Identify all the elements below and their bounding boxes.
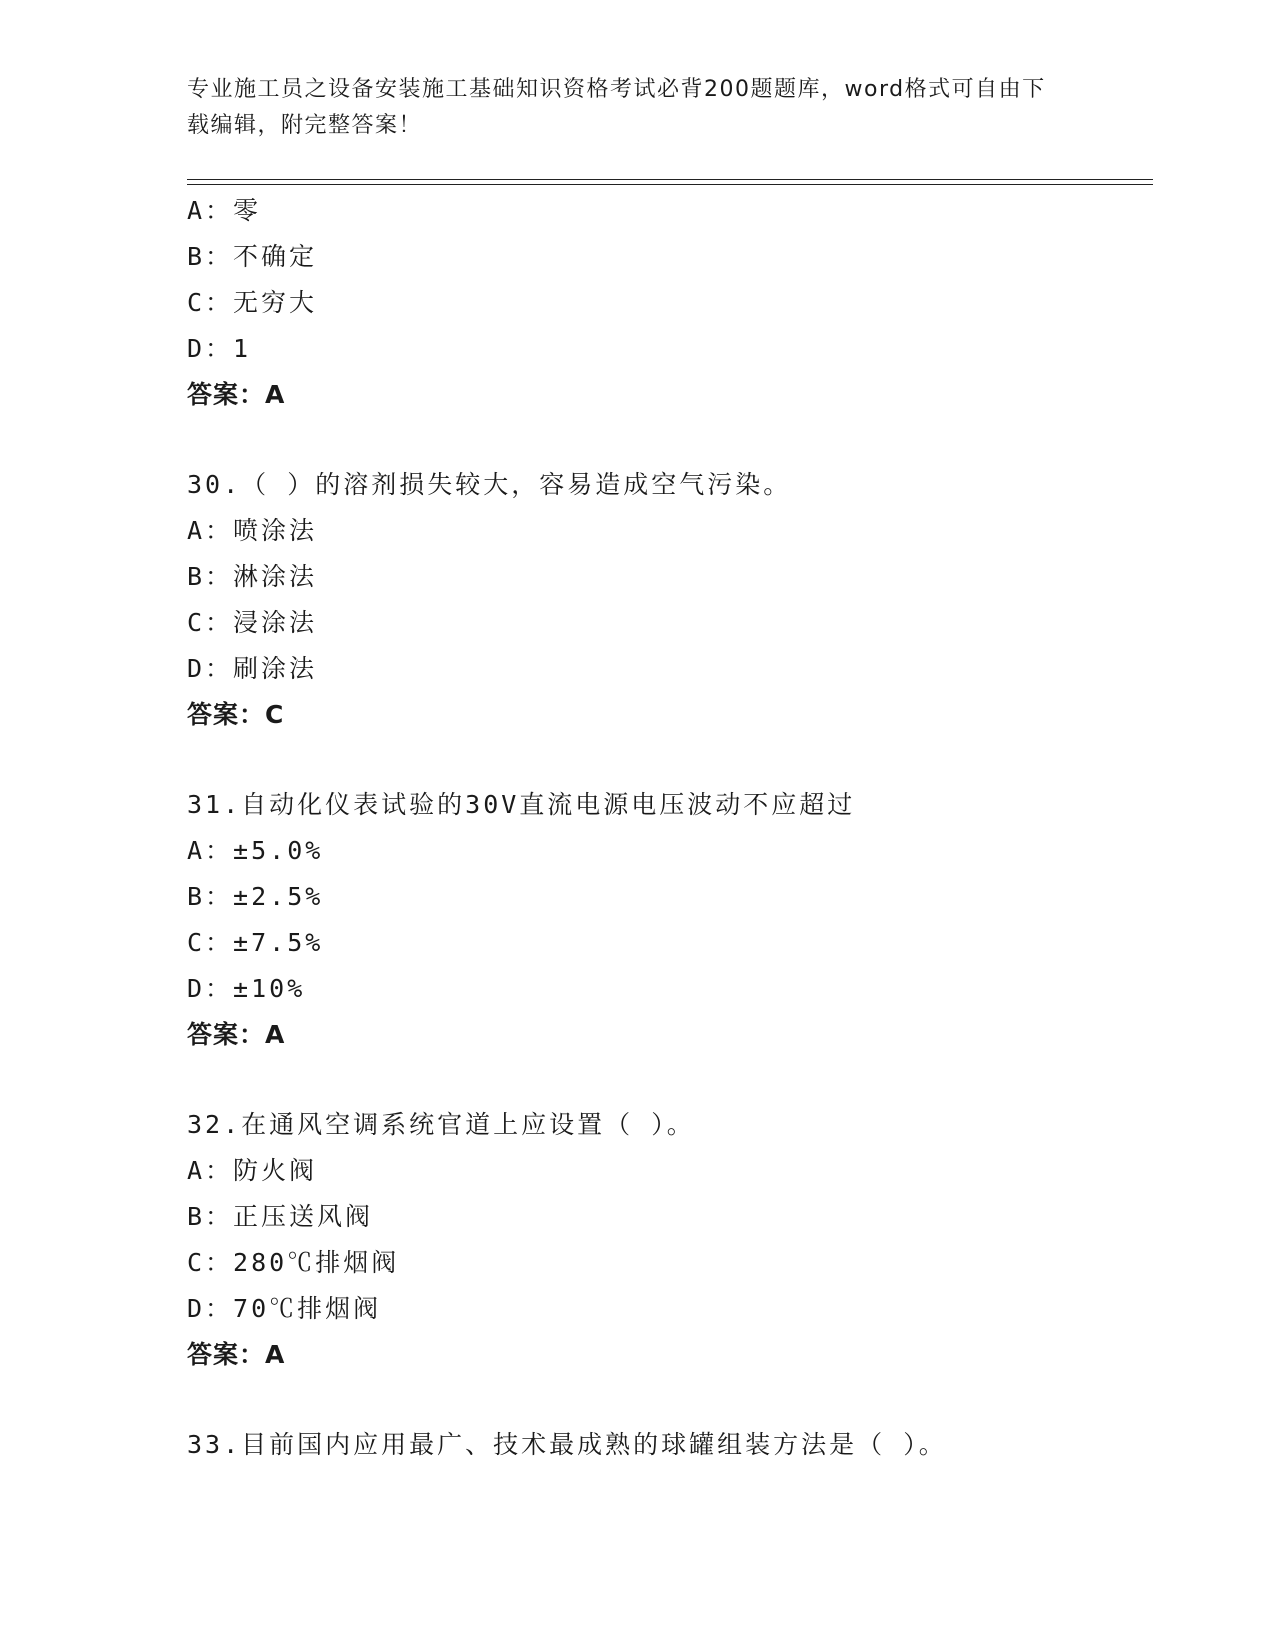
option-d: D：1 [187, 334, 252, 363]
answer: 答案：A [187, 1340, 286, 1369]
option-d: D：70℃排烟阀 [187, 1294, 382, 1323]
option-b: B：正压送风阀 [187, 1202, 374, 1231]
header-divider-top [187, 179, 1153, 180]
spacer [187, 1378, 1153, 1422]
option-d: D：±10% [187, 974, 306, 1003]
question-text: 32.在通风空调系统官道上应设置（ ）。 [187, 1110, 695, 1139]
question-list [187, 188, 1153, 1468]
option-c: C：无穷大 [187, 288, 318, 317]
option-b: B：不确定 [187, 242, 318, 271]
option-a: A：喷涂法 [187, 516, 318, 545]
question-block [187, 462, 1153, 738]
question-text: 30.（ ）的溶剂损失较大，容易造成空气污染。 [187, 470, 792, 499]
spacer [187, 418, 1153, 462]
question-text: 33.目前国内应用最广、技术最成熟的球罐组装方法是（ ）。 [187, 1430, 947, 1459]
spacer [187, 1058, 1153, 1102]
question-block [187, 188, 1153, 418]
question-block [187, 1102, 1153, 1378]
option-a: A：±5.0% [187, 836, 324, 865]
question-block [187, 1422, 1153, 1468]
option-b: B：±2.5% [187, 882, 324, 911]
option-c: C：±7.5% [187, 928, 324, 957]
option-d: D：刷涂法 [187, 654, 318, 683]
option-c: C：280℃排烟阀 [187, 1248, 400, 1277]
option-b: B：淋涂法 [187, 562, 318, 591]
question-block [187, 782, 1153, 1058]
option-c: C：浸涂法 [187, 608, 318, 637]
option-a: A：防火阀 [187, 1156, 318, 1185]
question-text: 31.自动化仪表试验的30V直流电源电压波动不应超过 [187, 790, 856, 819]
document-header [187, 72, 1067, 144]
document-title: 专业施工员之设备安装施工基础知识资格考试必背200题题库，word格式可自由下载编辑，附完整答案！ [187, 77, 1046, 138]
answer: 答案：A [187, 1020, 286, 1049]
answer: 答案：A [187, 380, 286, 409]
header-divider-bottom [187, 184, 1153, 185]
spacer [187, 738, 1153, 782]
answer: 答案：C [187, 700, 285, 729]
option-a: A：零 [187, 196, 262, 225]
